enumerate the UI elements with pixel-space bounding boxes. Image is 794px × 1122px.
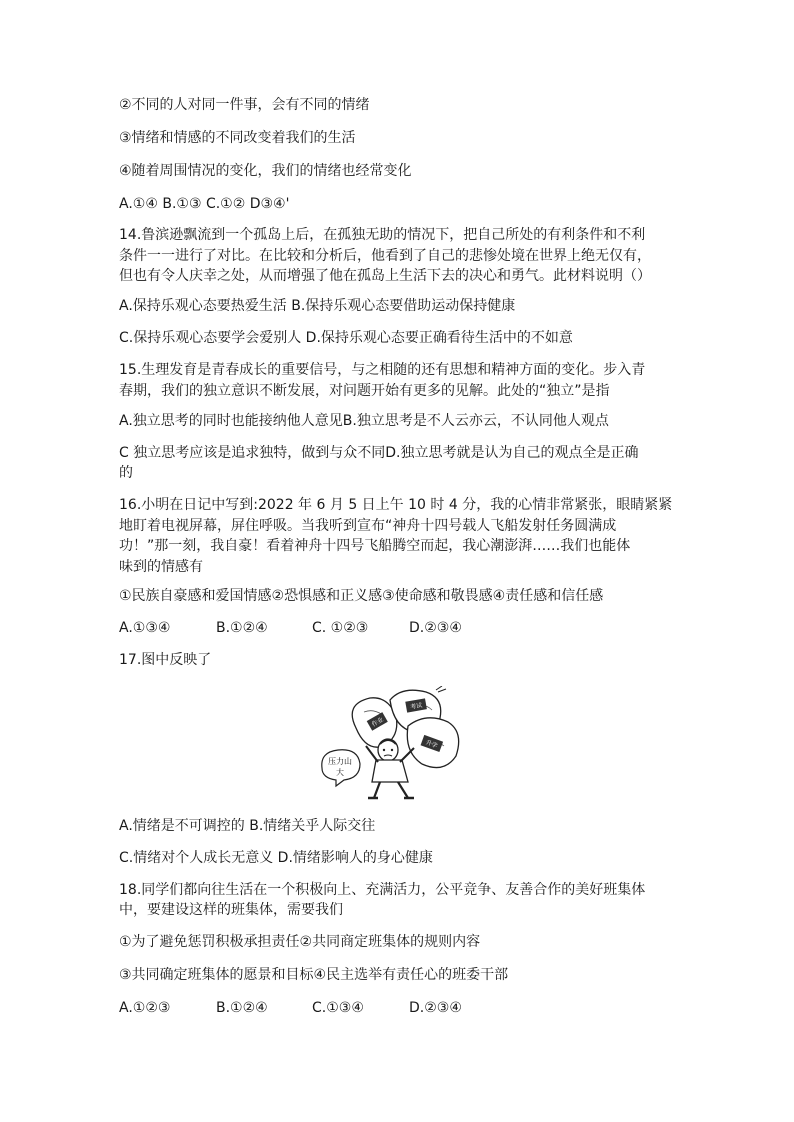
q16-line-4: 味到的情感有 bbox=[119, 559, 203, 575]
q14-line-1: 14.鲁滨逊飘流到一个孤岛上后，在孤独无助的情况下，把自己所处的有利条件和不利 bbox=[119, 227, 646, 243]
q16-option-a: A.①③④ bbox=[119, 620, 171, 636]
q14-options-cd: C.保持乐观心态要学会爱别人 D.保持乐观心态要正确看待生活中的不如意 bbox=[119, 330, 573, 346]
q14-options-ab: A.保持乐观心态要热爱生活 B.保持乐观心态要借助运动保持健康 bbox=[119, 298, 516, 314]
q14-line-2: 条件一一进行了对比。在比较和分析后，他看到了自己的悲惨处境在世界上绝无仅有， bbox=[119, 248, 651, 264]
q16-line-1: 16.小明在日记中写到:2022 年 6 月 5 日上午 10 时 4 分，我的心情非常紧张，眼睛紧紧 bbox=[119, 497, 673, 513]
q18-statements-1: ①为了避免惩罚积极承担责任②共同商定班集体的规则内容 bbox=[119, 934, 481, 950]
q15-options-cd-line-1: C 独立思考应该是追求独特，做到与众不同D.独立思考就是认为自己的观点全是正确 bbox=[119, 445, 639, 461]
q18-option-d: D.②③④ bbox=[409, 1000, 462, 1016]
l3: ④随着周围情况的变化，我们的情绪也经常变化 bbox=[119, 163, 412, 179]
q18-option-b: B.①②④ bbox=[216, 1000, 268, 1016]
q18-option-c: C.①③④ bbox=[312, 1000, 364, 1016]
q17-options-cd: C.情绪对个人成长无意义 D.情绪影响人的身心健康 bbox=[119, 850, 433, 866]
q15-line-2: 春期，我们的独立意识不断发展，对问题开始有更多的见解。此处的“独立”是指 bbox=[119, 383, 610, 399]
q18-line-2: 中，要建设这样的班集体，需要我们 bbox=[119, 902, 343, 918]
q16-line-3: 功！”那一刻，我自豪！看着神舟十四号飞船腾空而起，我心潮澎湃……我们也能体 bbox=[119, 538, 631, 554]
q17-options-ab: A.情绪是不可调控的 B.情绪关乎人际交往 bbox=[119, 818, 376, 834]
l2: ③情绪和情感的不同改变着我们的生活 bbox=[119, 130, 356, 146]
q15-line-1: 15.生理发育是青春成长的重要信号，与之相随的还有思想和精神方面的变化。步入青 bbox=[119, 362, 646, 378]
q16-option-c: C. ①②③ bbox=[312, 620, 369, 636]
bubble-line-1: 压力山 bbox=[328, 757, 352, 766]
bubble-line-2: 大 bbox=[336, 768, 344, 777]
figure-body bbox=[372, 760, 408, 782]
l1: ②不同的人对同一件事，会有不同的情绪 bbox=[119, 97, 370, 113]
q15-options-ab: A.独立思考的同时也能接纳他人意见B.独立思考是不人云亦云，不认同他人观点 bbox=[119, 413, 609, 429]
q16-line-2: 地盯着电视屏幕，屏住呼吸。当我听到宣布“神舟十四号载人飞船发射任务圆满成 bbox=[119, 518, 617, 534]
sack-top-label: 考试 bbox=[409, 701, 423, 711]
q14-line-3: 但也有令人庆幸之处，从而增强了他在孤岛上生活下去的决心和勇气。此材料说明（） bbox=[119, 268, 651, 284]
q18-statements-2: ③共同确定班集体的愿景和目标④民主选举有责任心的班委干部 bbox=[119, 967, 509, 983]
q18-line-1: 18.同学们都向往生活在一个积极向上、充满活力，公平竞争、友善合作的美好班集体 bbox=[119, 882, 646, 898]
q16-statements: ①民族自豪感和爱国情感②恐惧感和正义感③使命感和敬畏感④责任感和信任感 bbox=[119, 588, 604, 604]
q15-options-cd-line-2: 的 bbox=[119, 465, 133, 481]
sack-left-label: 作业 bbox=[370, 716, 385, 729]
q17-stem: 17.图中反映了 bbox=[119, 652, 212, 668]
q16-option-d: D.②③④ bbox=[409, 620, 462, 636]
sack-right-label: 升学 bbox=[424, 739, 439, 750]
q13-options: A.①④ B.①③ C.①② D③④' bbox=[119, 196, 290, 212]
stress-cartoon bbox=[318, 686, 476, 800]
q18-option-a: A.①②③ bbox=[119, 1000, 171, 1016]
q16-option-b: B.①②④ bbox=[216, 620, 268, 636]
